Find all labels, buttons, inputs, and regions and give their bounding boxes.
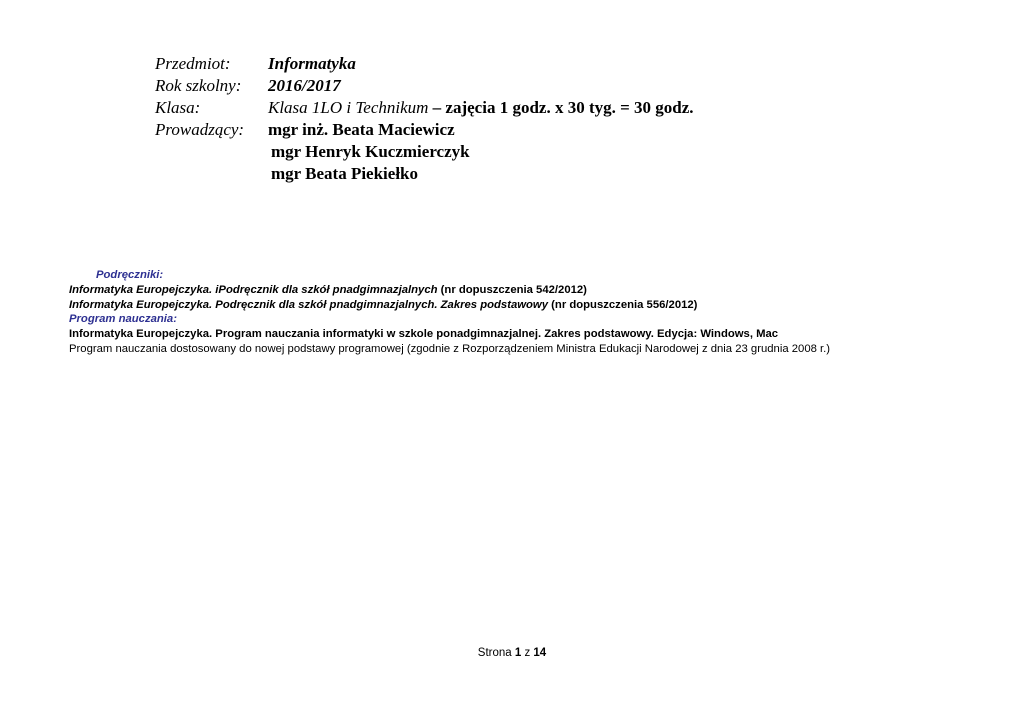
school-year-value: 2016/2017	[268, 76, 341, 95]
teacher-name: mgr inż. Beata Maciewicz	[268, 120, 455, 139]
school-year-label: Rok szkolny:	[155, 76, 242, 95]
page-number-separator: z	[521, 647, 534, 659]
current-page: 1	[514, 647, 522, 659]
textbook-item	[69, 283, 830, 298]
subject-row	[155, 53, 694, 75]
teacher-name: mgr Beata Piekiełko	[271, 164, 418, 183]
class-row	[155, 97, 694, 119]
textbook-approval: (nr dopuszczenia 542/2012)	[437, 283, 587, 296]
teachers-row	[155, 119, 694, 141]
total-pages: 14	[533, 647, 547, 659]
school-year-row	[155, 75, 694, 97]
textbook-item	[69, 298, 830, 313]
curriculum-note: Program nauczania dostosowany do nowej podstawy programowej (zgodnie z Rozporządzeniem Ministra Edukacji Narodowej z dnia 23 grudnia 2008 r.)	[69, 342, 831, 355]
teacher-row	[155, 163, 694, 185]
page-number	[0, 647, 1024, 659]
curriculum-label: Program nauczania:	[69, 313, 177, 326]
page-number-prefix: Strona	[477, 647, 515, 659]
teachers-label: Prowadzący:	[155, 120, 245, 139]
class-value: Klasa 1LO i Technikum	[268, 98, 429, 117]
subject-label: Przedmiot:	[155, 54, 231, 73]
textbook-title: Informatyka Europejczyka. iPodręcznik dla szkół pnadgimnazjalnych	[69, 283, 438, 296]
course-materials	[69, 268, 830, 357]
teacher-row	[155, 141, 694, 163]
class-label: Klasa:	[155, 98, 201, 117]
subject-value: Informatyka	[268, 54, 356, 73]
textbook-approval: (nr dopuszczenia 556/2012)	[548, 298, 698, 311]
teacher-name: mgr Henryk Kuczmierczyk	[271, 142, 470, 161]
textbooks-label: Podręczniki:	[96, 269, 164, 281]
textbook-title: Informatyka Europejczyka. Podręcznik dla szkół pnadgimnazjalnych. Zakres podstawowy	[69, 298, 549, 311]
course-header	[155, 53, 694, 185]
class-hours: – zajęcia 1 godz. x 30 tyg. = 30 godz.	[428, 98, 694, 117]
curriculum-title: Informatyka Europejczyka. Program nauczania informatyki w szkole ponadgimnazjalnej. Zakres podstawowy. Edycja: Windows, Mac	[69, 328, 779, 341]
